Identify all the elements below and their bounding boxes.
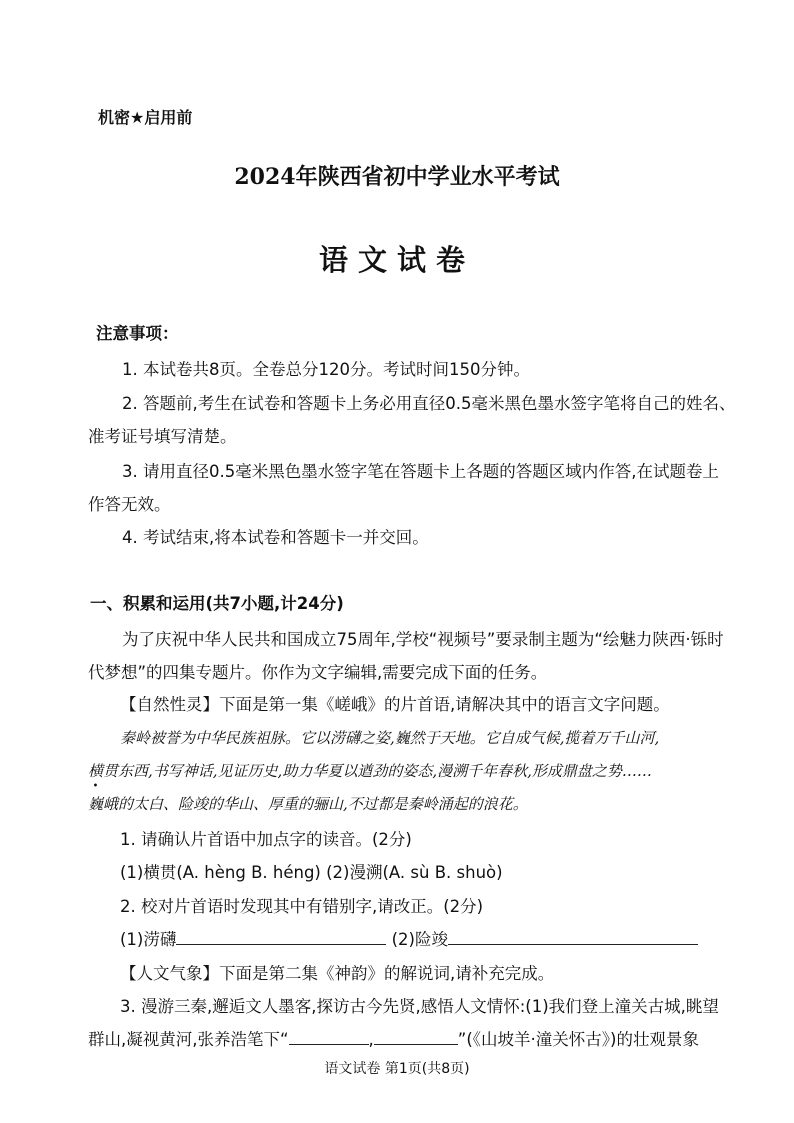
notice-item: 1. 本试卷共8页。全卷总分120分。考试时间150分钟。 xyxy=(122,360,530,379)
question-3: 3. 漫游三秦,邂逅文人墨客,探访古今先贤,感悟人文情怀:(1)我们登上潼关古城,眺望 xyxy=(120,997,719,1016)
answer-blank[interactable] xyxy=(289,1030,369,1045)
section-intro: 为了庆祝中华人民共和国成立75周年,学校“视频号”要录制主题为“绘魅力陕西·铄时 xyxy=(122,630,724,649)
part-label: 【自然性灵】下面是第一集《嵯峨》的片首语,请解决其中的语言文字问题。 xyxy=(120,695,670,714)
question-2-answers xyxy=(120,926,698,950)
q3-comma: , xyxy=(368,1030,374,1049)
dotted-char: 横 xyxy=(88,762,104,780)
question-3-cont xyxy=(88,1026,699,1050)
paper-title: 语文试卷 xyxy=(318,243,475,277)
answer-blank[interactable] xyxy=(374,1030,458,1045)
q2-item-a: (1)涝礴 xyxy=(120,930,177,949)
notice-item: 2. 答题前,考生在试卷和答题卡上务必用直径0.5毫米黑色墨水签字笔将自己的姓名、 xyxy=(122,394,736,413)
answer-blank[interactable] xyxy=(448,930,698,945)
confidential-label: 机密★启用前 xyxy=(98,108,193,127)
notice-heading: 注意事项： xyxy=(96,324,179,343)
q3-text-end: ”(《山坡羊·潼关怀古》)的壮观景象 xyxy=(457,1030,699,1049)
section-intro: 代梦想”的四集专题片。你作为文字编辑,需要完成下面的任务。 xyxy=(88,663,548,682)
passage-line: 巍峨的太白、险竣的华山、厚重的骊山,不过都是秦岭涌起的浪花。 xyxy=(88,795,528,813)
passage-line xyxy=(88,760,652,781)
notice-item: 4. 考试结束,将本试卷和答题卡一并交回。 xyxy=(122,528,429,547)
question-1-options: (1)横贯(A. hèng B. héng) (2)漫溯(A. sù B. shuò) xyxy=(120,863,503,882)
part-label: 【人文气象】下面是第二集《神韵》的解说词,请补充完成。 xyxy=(120,964,555,983)
page-footer: 语文试卷 第1页(共8页) xyxy=(324,1061,470,1077)
passage-line-text: 贯东西,书写神话,见证历史,助力华夏以遒劲的姿态,漫溯千年春秋,形成鼎盘之势…… xyxy=(103,762,652,780)
passage-line: 秦岭被誉为中华民族祖脉。它以涝礴之姿,巍然于天地。它自成气候,揽着万千山河, xyxy=(120,729,660,747)
q2-item-b: (2)险竣 xyxy=(391,930,448,949)
section-heading: 一、积累和运用(共7小题,计24分) xyxy=(90,594,344,613)
question-2: 2. 校对片首语时发现其中有错别字,请改正。(2分) xyxy=(120,897,484,916)
exam-title: 2024年陕西省初中学业水平考试 xyxy=(234,164,560,190)
question-1: 1. 请确认片首语中加点字的读音。(2分) xyxy=(120,830,412,849)
answer-blank[interactable] xyxy=(176,930,386,945)
notice-item: 作答无效。 xyxy=(88,495,171,514)
q3-text: 群山,凝视黄河,张养浩笔下“ xyxy=(88,1030,289,1049)
notice-item: 3. 请用直径0.5毫米黑色墨水签字笔在答题卡上各题的答题区域内作答,在试题卷上 xyxy=(122,462,719,481)
notice-item: 准考证号填写清楚。 xyxy=(88,427,237,446)
